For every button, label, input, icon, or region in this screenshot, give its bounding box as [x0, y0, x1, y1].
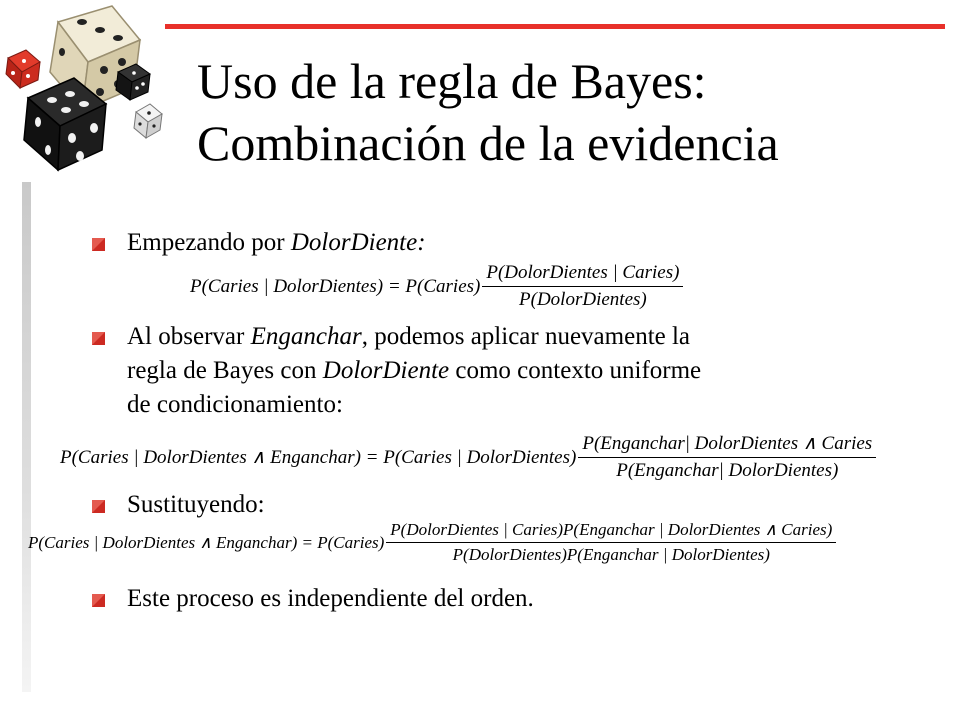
left-accent-bar — [22, 182, 31, 692]
formula-3-fraction — [386, 520, 836, 565]
formula-2-numerator: P(Enganchar| DolorDientes ∧ Caries — [578, 432, 876, 458]
dice-image — [0, 0, 175, 175]
formula-3-lhs: P(Caries | DolorDientes ∧ Enganchar) = P(Caries) — [28, 532, 385, 552]
bullet-1-text: Empezando por DolorDiente: — [127, 229, 426, 256]
title-line-2: Combinación de la evidencia — [197, 115, 779, 171]
formula-3-numerator: P(DolorDientes | Caries)P(Enganchar | DolorDientes ∧ Caries) — [386, 520, 836, 543]
formula-2 — [60, 432, 878, 482]
formula-3 — [28, 520, 838, 565]
bullet-icon — [92, 238, 105, 251]
formula-1-lhs: P(Caries | DolorDientes) = P(Caries) — [190, 275, 481, 297]
formula-2-fraction — [578, 432, 876, 482]
bullet-icon — [92, 594, 105, 607]
bullet-4-text: Este proceso es independiente del orden. — [127, 585, 534, 612]
formula-1-numerator: P(DolorDientes | Caries) — [482, 262, 683, 287]
bullet-2-text: Al observar Enganchar, podemos aplicar nuevamente la regla de Bayes con DolorDiente como contexto uniforme de condicionamiento: — [127, 323, 702, 418]
formula-1-denominator: P(DolorDientes) — [519, 289, 647, 310]
small-white-die — [134, 104, 162, 138]
slide-title — [197, 50, 779, 174]
formula-3-denominator: P(DolorDientes)P(Enganchar | DolorDientes) — [452, 545, 770, 564]
bullet-3-text: Sustituyendo: — [127, 491, 265, 518]
bullet-icon — [92, 332, 105, 345]
bullet-icon — [92, 500, 105, 513]
formula-1-fraction — [482, 262, 683, 311]
formula-2-lhs: P(Caries | DolorDientes ∧ Enganchar) = P(Caries | DolorDientes) — [60, 446, 577, 468]
title-line-1: Uso de la regla de Bayes: — [197, 53, 707, 109]
red-die — [6, 50, 40, 88]
title-accent-bar — [165, 24, 945, 29]
formula-2-denominator: P(Enganchar| DolorDientes) — [616, 460, 839, 481]
formula-1 — [190, 262, 685, 311]
